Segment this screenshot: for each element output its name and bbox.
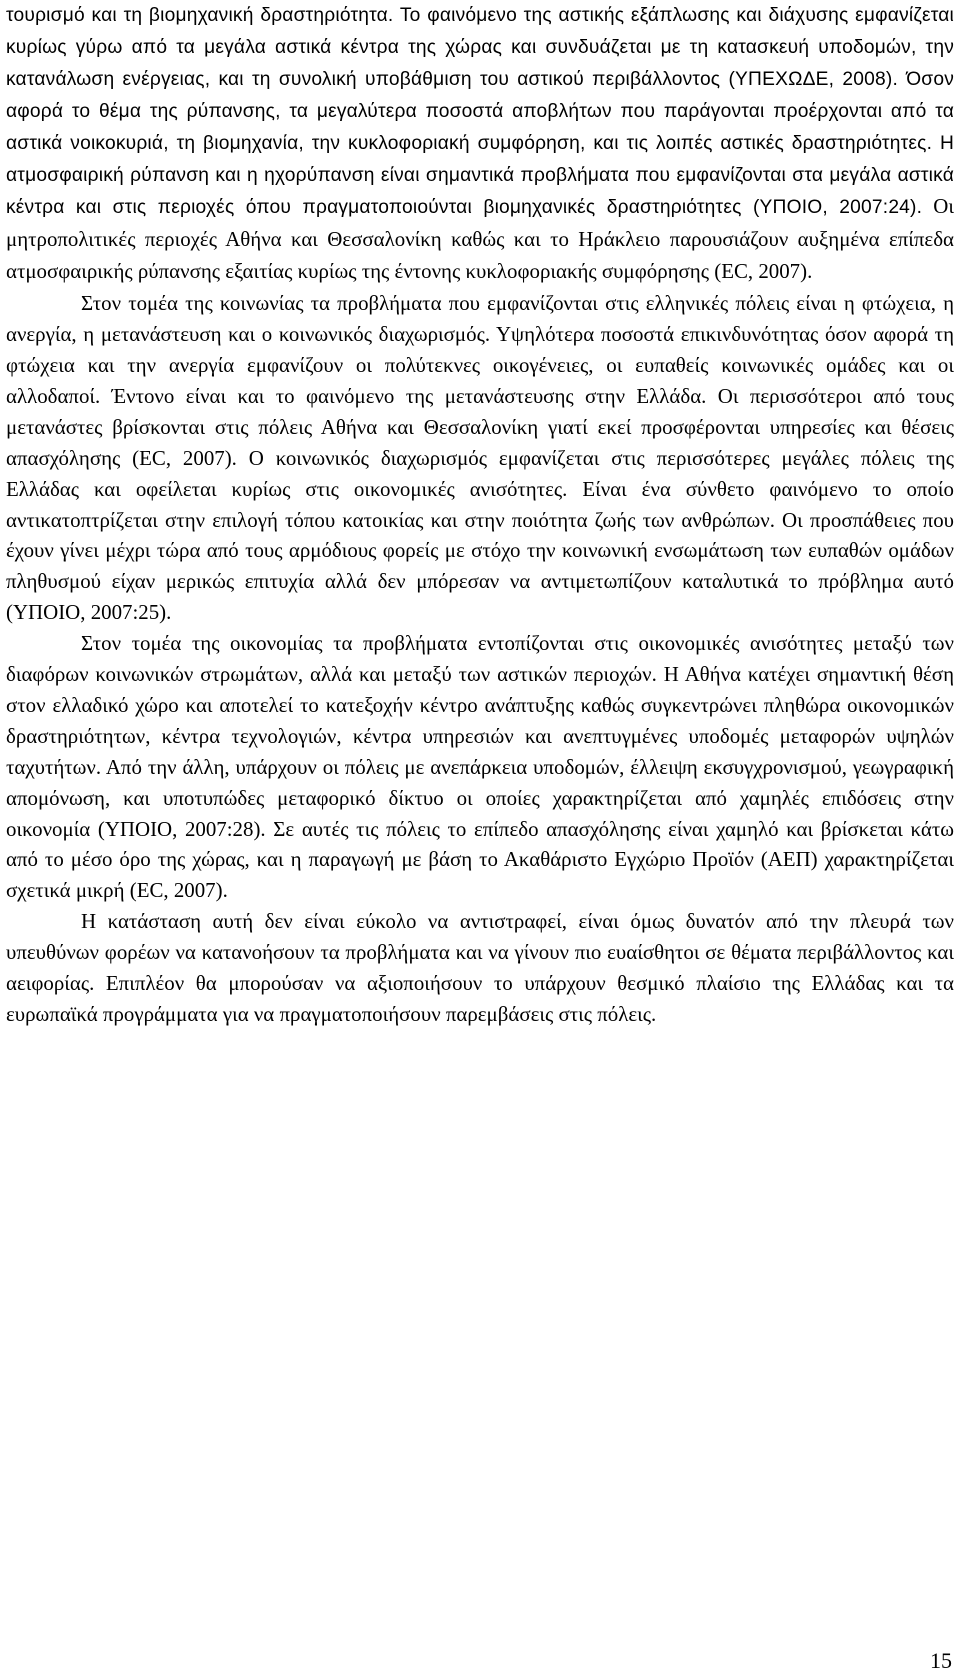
text-run-serif: Οι μητροπολιτικές περιοχές Αθήνα και Θεσσαλονίκη καθώς και το Ηράκλειο παρουσιάζουν αυξημένα επίπεδα ατμοσφαιρικής ρύπανσης εξαιτίας κυρίως της έντονης κυκλοφοριακής συμφόρησης (ΕC, 2007).: [6, 194, 954, 284]
text-run-sans: τουρισμό και τη βιομηχανική δραστηριότητα. Το φαινόμενο της αστικής εξάπλωσης και διάχυσης εμφανίζεται κυρίως γύρω από τα μεγάλα αστικά κέντρα της χώρας και συνδυάζεται με τη κατασκευή υποδομών, την κατανάλωση ενέργειας, και τη συνολική υποβάθμιση του αστικού περιβάλλοντος (ΥΠΕΧΩΔΕ, 2008). Όσον αφορά το θέμα της ρύπανσης, τα μεγαλύτερα ποσοστά αποβλήτων που παράγονται προέρχονται από τα αστικά νοικοκυριά, τη βιομηχανία, την κυκλοφοριακή συμφόρηση, και τις λοιπές αστικές δραστηριότητες. Η ατμοσφαιρική ρύπανση και η ηχορύπανση είναι σημαντικά προβλήματα που εμφανίζονται στα μεγάλα αστικά κέντρα και στις περιοχές όπου πραγματοποιούνται βιομηχανικές δραστηριότητες (ΥΠΟΙΟ, 2007:24).: [6, 5, 954, 219]
paragraph-economy: Στον τομέα της οικονομίας τα προβλήματα εντοπίζονται στις οικονομικές ανισότητες μεταξύ των διαφόρων κοινωνικών στρωμάτων, αλλά και μεταξύ των αστικών περιοχών. Η Αθήνα κατέχει σημαντική θέση στον ελλαδικό χώρο και αποτελεί το κατεξοχήν κέντρο ανάπτυξης καθώς συγκεντρώνει πληθώρα οικονομικών δραστηριότητων, κέντρα τεχνολογιών, κέντρα υπηρεσιών και ανεπτυγμένες υποδομές μεταφορών υψηλών ταχυτήτων. Από την άλλη, υπάρχουν οι πόλεις με ανεπάρκεια υποδομών, έλλειψη εκσυγχρονισμού, γεωγραφική απομόνωση, και υποτυπώδες μεταφορικό δίκτυο οι οποίες χαρακτηρίζεται από χαμηλές επιδόσεις στην οικονομία (ΥΠΟΙΟ, 2007:28). Σε αυτές τις πόλεις το επίπεδο απασχόλησης είναι χαμηλό και βρίσκεται κάτω από το μέσο όρο της χώρας, και η παραγωγή με βάση το Ακαθάριστο Εγχώριο Προϊόν (ΑΕΠ) χαρακτηρίζεται σχετικά μικρή (EC, 2007).: [6, 631, 954, 903]
body-text: [6, 0, 954, 1030]
paragraph-conclusion: Η κατάσταση αυτή δεν είναι εύκολο να αντιστραφεί, είναι όμως δυνατόν από την πλευρά των υπευθύνων φορέων να κατανοήσουν τα προβλήματα και να γίνουν πιο ευαίσθητοι σε θέματα περιβάλλοντος και αειφορίας. Επιπλέον θα μπορούσαν να αξιοποιήσουν το υπάρχουν θεσμικό πλαίσιο της Ελλάδας και τα ευρωπαϊκά προγράμματα για να πραγματοποιήσουν παρεμβάσεις στις πόλεις.: [6, 909, 954, 1026]
paragraph-society: Στον τομέα της κοινωνίας τα προβλήματα που εμφανίζονται στις ελληνικές πόλεις είναι η φτώχεια, η ανεργία, η μετανάστευση και ο κοινωνικός διαχωρισμός. Υψηλότερα ποσοστά επικινδυνότητας όσον αφορά τη φτώχεια και την ανεργία εμφανίζουν οι πολύτεκνες οικογένειες, οι ευπαθείς κοινωνικές ομάδες και οι αλλοδαποί. Έντονο είναι και το φαινόμενο της μετανάστευσης στην Ελλάδα. Οι περισσότεροι από τους μετανάστες βρίσκονται στις πόλεις Αθήνα και Θεσσαλονίκη γιατί εκεί προσφέρονται υπηρεσίες και θέσεις απασχόλησης (EC, 2007). Ο κοινωνικός διαχωρισμός εμφανίζεται στις περισσότερες μεγάλες πόλεις της Ελλάδας και οφείλεται κυρίως στις οικονομικές ανισότητες. Είναι ένα σύνθετο φαινόμενο το οποίο αντικατοπτρίζεται στην επιλογή τόπου κατοικίας και στην ποιότητα ζωής των ανθρώπων. Οι προσπάθειες που έχουν γίνει μέχρι τώρα από τους αρμόδιους φορείς με στόχο την κοινωνική ενσωμάτωση των ευπαθών ομάδων πληθυσμού είχαν μερικώς επιτυχία αλλά δεν μπόρεσαν να αντιμετωπίζουν καταλυτικά το πρόβλημα αυτό (ΥΠΟΙΟ, 2007:25).: [6, 291, 954, 625]
paragraph-environment: [6, 0, 954, 288]
page-number: 15: [930, 1648, 952, 1673]
